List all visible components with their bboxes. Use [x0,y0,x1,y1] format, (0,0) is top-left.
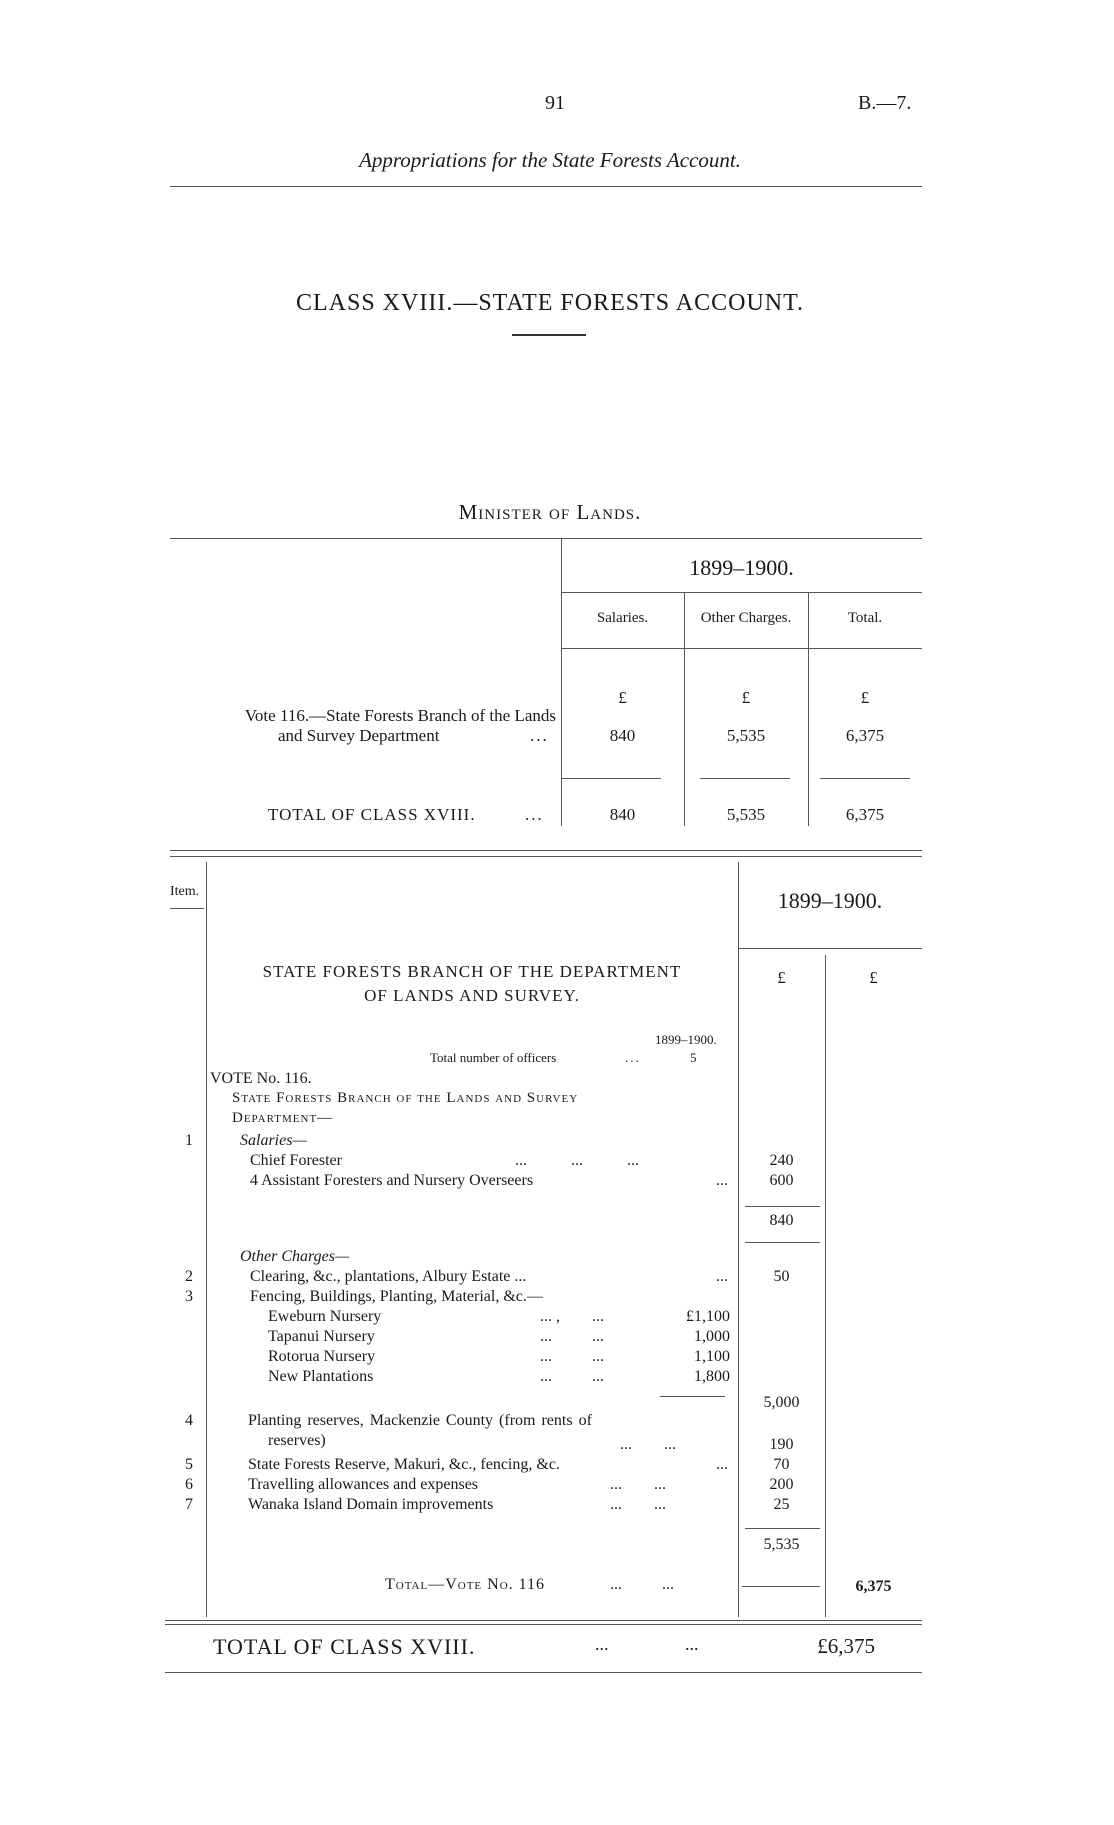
summary-total-other-charges: 5,535 [726,805,766,824]
class-title: CLASS XVIII.—STATE FORESTS ACCOUNT. [295,290,804,316]
header-other-charges: Other Charges. [700,610,792,626]
leader-dots: ... ... [610,1476,666,1493]
item-label: Planting reserves, Mackenzie County (from rents of [248,1412,592,1429]
vote-116-salaries: 840 [609,726,636,745]
nursery-value: 1,100 [694,1348,730,1365]
other-charges-heading: Other Charges— [240,1248,350,1265]
item-number: 6 [185,1476,193,1493]
summary-total-total: 6,375 [845,805,885,824]
salaries-subtotal: 840 [769,1212,794,1229]
class-title-rule [512,334,586,336]
item-label: Wanaka Island Domain improvements [248,1496,494,1513]
vote-branch-line1: State Forests Branch of the Lands and Survey [232,1090,579,1106]
currency-total: £ [860,688,870,707]
leader-dots: ... [716,1268,728,1285]
leader-dots: ... [525,805,544,824]
currency-subtotal: £ [777,968,786,987]
item-number: 1 [185,1132,193,1149]
item-value: 200 [769,1476,794,1493]
item-label-continued: reserves) [268,1432,326,1449]
fencing-subtotal: 5,000 [763,1394,800,1411]
nursery-label: New Plantations [268,1368,374,1385]
leader-dots: ... ... ... [515,1152,639,1169]
leader-dots: ... [716,1172,728,1189]
running-title: Appropriations for the State Forests Account. [359,148,741,172]
page-reference: B.—7. [858,92,912,114]
vote-branch-line2: Department— [232,1110,334,1126]
item-number: 3 [185,1288,193,1305]
salaries-heading: Salaries— [240,1132,307,1149]
nursery-value: 1,000 [694,1328,730,1345]
salary-value: 600 [769,1172,794,1189]
item-value: 70 [773,1456,790,1473]
branch-heading-line2: OF LANDS AND SURVEY. [364,986,580,1005]
officers-count: 5 [690,1050,697,1065]
item-value: 50 [773,1268,790,1285]
other-charges-subtotal: 5,535 [763,1536,800,1553]
vote-116-label-line1: Vote 116.—State Forests Branch of the Lands [244,706,556,725]
salary-label: Chief Forester [250,1152,342,1169]
leader-dots: ... ... [610,1576,674,1593]
summary-year: 1899–1900. [689,555,794,580]
currency-salaries: £ [618,688,627,707]
leader-dots: ... ... [610,1496,666,1513]
summary-total-label: TOTAL OF CLASS XVIII. [268,805,476,824]
currency-total: £ [869,968,878,987]
nursery-value: £1,100 [686,1308,730,1325]
page-number: 91 [545,92,565,114]
leader-dots: ... , ... [540,1308,604,1325]
vote-number: VOTE No. 116. [210,1070,312,1087]
nursery-label: Tapanui Nursery [268,1328,375,1345]
leader-dots: ... [530,726,549,745]
nursery-label: Eweburn Nursery [268,1308,382,1325]
nursery-value: 1,800 [694,1368,730,1385]
currency-other: £ [741,688,751,707]
leader-dots: ... ... [540,1348,604,1365]
nursery-label: Rotorua Nursery [268,1348,376,1365]
item-number: 2 [185,1268,193,1285]
leader-dots: ... ... [540,1368,604,1385]
officers-label: Total number of officers [430,1050,557,1065]
item-label: Fencing, Buildings, Planting, Material, &c.— [250,1288,543,1305]
header-salaries: Salaries. [596,610,649,626]
item-number: 5 [185,1456,193,1473]
header-rule [170,186,922,187]
leader-dots: ... ... [620,1436,676,1453]
detail-year: 1899–1900. [777,888,883,913]
summary-total-salaries: 840 [609,805,636,824]
class-total-value: £6,375 [817,1634,875,1658]
header-total: Total. [847,610,883,626]
branch-heading-line1: STATE FORESTS BRANCH OF THE DEPARTMENT [262,962,682,981]
vote-total-label: Total—Vote No. 116 [385,1576,546,1593]
class-total-label: TOTAL OF CLASS XVIII. [213,1634,476,1659]
vote-116-total: 6,375 [845,726,885,745]
leader-dots: ... [716,1456,728,1473]
item-label: Travelling allowances and expenses [248,1476,479,1493]
item-column-header: Item. [170,884,200,899]
leader-dots: ... ... [540,1328,604,1345]
item-value: 25 [773,1496,790,1513]
officers-year: 1899–1900. [655,1032,717,1047]
item-label: Clearing, &c., plantations, Albury Estate ... [250,1268,527,1285]
item-number: 7 [185,1496,193,1513]
salary-label: 4 Assistant Foresters and Nursery Overseers [250,1172,534,1189]
leader-dots: ... [625,1050,641,1065]
vote-116-other-charges: 5,535 [726,726,766,745]
item-value: 190 [769,1436,794,1453]
vote-116-label-line2: and Survey Department [278,726,440,745]
item-number: 4 [185,1412,193,1429]
salary-value: 240 [769,1152,794,1169]
minister-heading: Minister of Lands. [458,500,642,524]
leader-dots: ... ... [595,1634,699,1654]
item-label: State Forests Reserve, Makuri, &c., fencing, &c. [248,1456,560,1473]
vote-total-value: 6,375 [855,1578,892,1595]
